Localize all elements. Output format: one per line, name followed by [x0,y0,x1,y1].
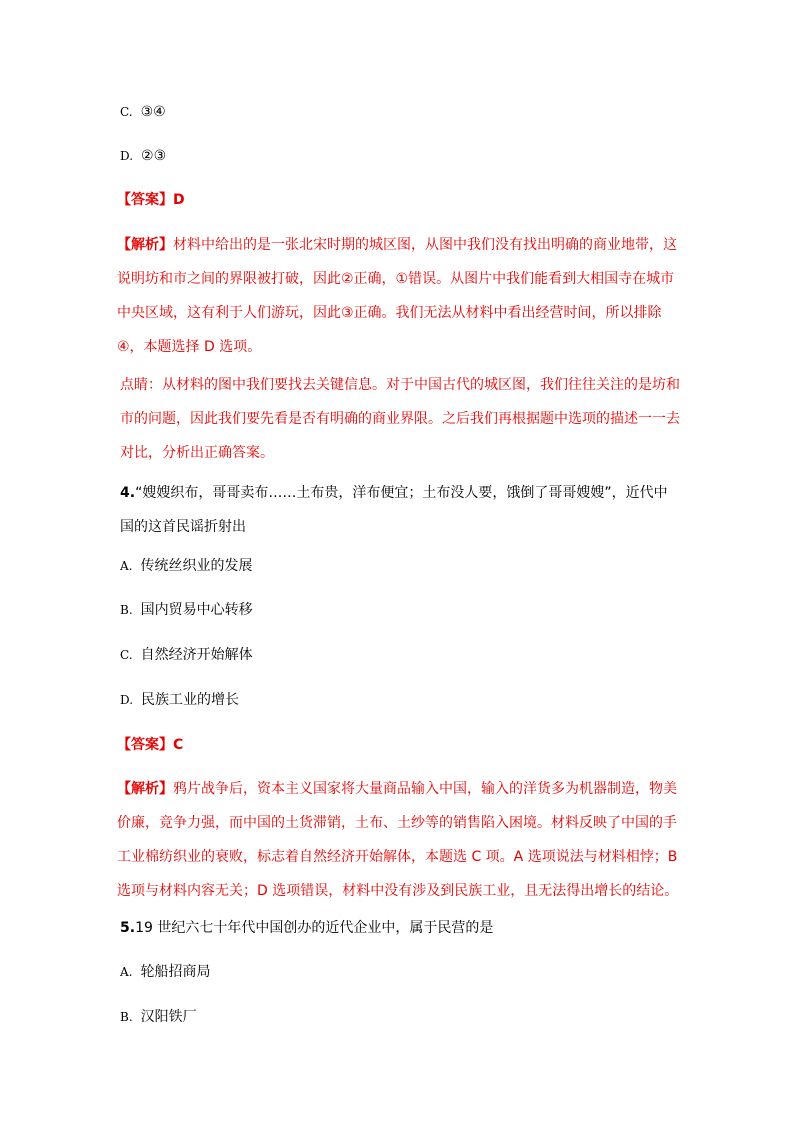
q4-option-d [120,690,239,710]
analysis-text: 材料中给出的是一张北宋时期的城区图，从图中我们没有找出明确的商业地带，这 [173,237,677,253]
q5-option-a [120,962,210,982]
analysis-line [117,772,677,806]
tip-line: 点睛：从材料的图中我们要找去关键信息。对于中国古代的城区图，我们往往关注的是坊和 [120,377,680,393]
q3-analysis [117,228,677,364]
option-text: 国内贸易中心转移 [140,602,253,618]
tip-line: 市的问题，因此我们要先看是否有明确的商业界限。之后我们再根据题中选项的描述一一去 [120,411,680,427]
answer-tag: 【答案】 [117,737,173,753]
stem-line: 国的这首民谣折射出 [120,519,246,535]
option-label: A. [120,559,133,573]
analysis-line: 工业棉纺织业的衰败，标志着自然经济开始解体，本题选 C 项。A 选项说法与材料相悖；B [117,849,678,865]
analysis-line: 中央区域，这有利于人们游玩，因此③正确。我们无法从材料中看出经营时间，所以排除 [117,305,662,321]
option-text: 民族工业的增长 [141,692,240,708]
analysis-line: 选项与材料内容无关；D 选项错误，材料中没有涉及到民族工业，且无法得出增长的结论。 [117,883,679,899]
q4-analysis [117,772,677,908]
q3-answer [117,190,185,210]
q3-tip [120,368,680,470]
option-label: B. [120,1010,133,1024]
answer-tag: 【答案】 [117,192,173,208]
option-label: D. [120,693,134,707]
answer-value: C [173,737,184,753]
option-text: ②③ [141,148,167,164]
analysis-line: 价廉，竞争力强，而中国的土货滞销，土布、土纱等的销售陷入困境。材料反映了中国的手 [117,815,677,831]
option-label: B. [120,603,133,617]
q5-stem [120,918,493,938]
q4-option-a [120,556,252,576]
option-label: C. [120,105,133,119]
option-label: D. [120,149,134,163]
q4-option-b [120,600,253,620]
q4-stem [120,476,680,544]
q3-option-c [120,102,166,122]
analysis-tag: 【解析】 [117,781,173,797]
analysis-line [117,228,677,262]
analysis-tag: 【解析】 [117,237,173,253]
option-text: 自然经济开始解体 [140,647,253,663]
q4-answer [117,735,183,755]
q3-option-d [120,146,166,166]
option-label: C. [120,648,133,662]
question-number: 4. [120,485,136,501]
analysis-line: 说明坊和市之间的界限被打破，因此②正确，①错误。从图片中我们能看到大相国寺在城市 [117,271,675,287]
question-number: 5. [120,920,136,936]
stem-line [120,476,680,510]
stem-text: “嫂嫂织布，哥哥卖布……土布贵，洋布便宜；土布没人要，饿倒了哥哥嫂嫂”，近代中 [135,485,668,501]
analysis-line: ④，本题选择 D 选项。 [117,339,262,355]
option-text: 汉阳铁厂 [140,1009,197,1025]
answer-value: D [173,192,185,208]
q5-option-b [120,1007,197,1027]
tip-line: 对比，分析出正确答案。 [120,445,274,461]
stem-text: 19 世纪六七十年代中国创办的近代企业中，属于民营的是 [135,920,494,936]
q4-option-c [120,645,253,665]
analysis-text: 鸦片战争后，资本主义国家将大量商品输入中国，输入的洋货多为机器制造，物美 [173,781,677,797]
option-label: A. [120,965,133,979]
option-text: 传统丝织业的发展 [140,558,253,574]
option-text: ③④ [140,104,166,120]
option-text: 轮船招商局 [140,964,211,980]
